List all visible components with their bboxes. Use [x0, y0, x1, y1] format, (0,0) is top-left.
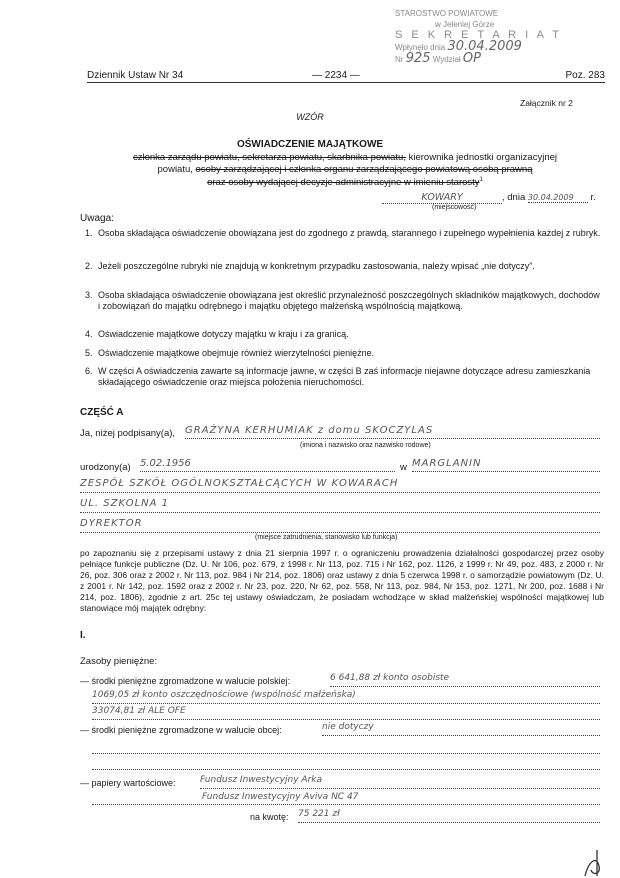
date-prefix: , dnia [502, 192, 526, 203]
stamp-office: STAROSTWO POWIATOWE [395, 9, 499, 18]
pln-funds-label: — środki pieniężne zgromadzone w walucie polskiej: [80, 676, 291, 686]
amount-value[interactable]: 75 221 zł [298, 809, 600, 823]
pln-funds-line-3[interactable]: 33074,81 zł ALE OFE [92, 706, 600, 720]
template-label: WZÓR [296, 112, 324, 122]
section-one-heading: I. [80, 630, 86, 641]
workplace-line-2[interactable]: UL. SZKOLNA 1 [80, 498, 600, 513]
corner-handwritten-mark [575, 848, 615, 878]
stamp-number: Nr 925 Wydział OP [395, 51, 481, 66]
name-caption: (imiona i nazwisko oraz nazwisko rodowe) [300, 442, 431, 449]
journal-name: Dziennik Ustaw Nr 34 [87, 70, 184, 81]
workplace-caption: (miejsce zatrudnienia, stanowisko lub funkcja) [255, 534, 398, 541]
subtitle-plain-1: kierownika jednostki organizacyjnej [405, 152, 558, 163]
pln-funds-line-2[interactable]: 1069,05 zł konto oszczędnościowe (wspólność małżeńska) [92, 690, 600, 704]
legal-paragraph: po zapoznaniu się z przepisami ustawy z dnia 21 sierpnia 1997 r. o ograniczeniu prowadzenia działalności gospodarczej przez osoby pełniące funkcje publiczne (Dz. U. Nr 106, poz. 679, z 1998 r. Nr 113, poz. 715 i Nr 162, poz. 1126, z 1999 r. Nr 49, poz. 483, z 2000 r. Nr 26, poz. 306 oraz z 2002 r. Nr 113, poz. 984 i Nr 214, poz. 1806) oraz ustawy z dnia 5 czerwca 1998 r. o samorządzie powiatowym (Dz. U. z 2001 r. Nr 142, poz. 1592 oraz z 2002 r. Nr 23, poz. 220, Nr 62, poz. 558, Nr 113, poz. 984, Nr 153, poz. 1271, Nr 200, poz. 1688 i Nr 214, poz. 1806), zgodnie z art. 25c tej ustawy oświadczam, że posiadam wchodzące w skład małżeńskiej wspólności majątkowej lub stanowiące mój majątek odrębny: [80, 548, 604, 613]
cash-resources-heading: Zasoby pieniężne: [80, 656, 158, 667]
pln-funds-line-1[interactable]: 6 641,88 zł konto osobiste [330, 673, 600, 687]
foreign-funds-value[interactable]: nie dotyczy [322, 722, 600, 736]
page-header [87, 70, 605, 83]
birth-date-field[interactable]: 5.02.1956 [140, 458, 395, 472]
stamp-received-date: 30.04.2009 [447, 39, 522, 54]
position-number: Poz. 283 [565, 70, 605, 81]
born-label: urodzony(a) [80, 462, 131, 473]
name-field[interactable]: GRAŻYNA KERHUMIAK z domu SKOCZYLAS [185, 425, 600, 439]
stamp-secretariat: S E K R E T A R I A T [395, 29, 562, 41]
birth-place-field[interactable]: MARGLANIN [412, 458, 600, 472]
date-value[interactable]: 30.04.2009 [528, 193, 588, 203]
foreign-funds-line-2[interactable] [92, 740, 600, 754]
date-suffix: r. [590, 192, 596, 203]
part-a-heading: CZĘŚĆ A [80, 407, 124, 418]
born-in-label: w [400, 462, 407, 473]
document-subtitle [95, 152, 595, 189]
foreign-funds-label: — środki pieniężne zgromadzone w walucie obcej: [80, 725, 282, 735]
place-date-line [382, 192, 612, 211]
stamp-department: OP [462, 51, 481, 66]
amount-label: na kwotę: [250, 812, 289, 822]
workplace-line-1[interactable]: ZESPÓŁ SZKÓŁ OGÓLNOKSZTAŁCĄCYCH W KOWARACH [80, 478, 600, 493]
foreign-funds-line-3[interactable] [92, 756, 600, 770]
workplace-line-3[interactable]: DYREKTOR [80, 518, 600, 533]
stamp-received: Wpłynęło dnia 30.04.2009 [395, 39, 522, 54]
place-value[interactable]: KOWARY [382, 192, 502, 204]
document-title: OŚWIADCZENIE MAJĄTKOWE [236, 139, 384, 150]
securities-label: — papiery wartościowe: [80, 778, 176, 788]
page-number: — 2234 — [312, 70, 360, 81]
subtitle-struck-1: członka zarządu powiatu, sekretarza powiatu, skarbnika powiatu, [132, 152, 406, 163]
place-caption: (miejscowość) [432, 204, 477, 211]
securities-line-1[interactable]: Fundusz Inwestycyjny Arka [200, 775, 600, 789]
stamp-number-value: 925 [405, 51, 431, 66]
notes-heading: Uwaga: [80, 213, 114, 224]
name-label: Ja, niżej podpisany(a), [80, 428, 176, 439]
subtitle-struck-3: oraz osoby wydającej decyzje administracyjne w imieniu starosty [207, 177, 480, 189]
subtitle-struck-2: osoby zarządzającej i członka organu zarządzającego powiatową osobą prawną [195, 163, 533, 175]
stamp-city: w Jeleniej Górze [435, 20, 495, 29]
registry-stamp [395, 8, 565, 65]
footnote-mark: 1 [479, 177, 483, 183]
subtitle-plain-2: powiatu, [157, 163, 196, 175]
annex-label: Załącznik nr 2 [520, 98, 573, 108]
securities-line-2[interactable]: Fundusz Inwestycyjny Aviva NC 47 [92, 792, 600, 805]
